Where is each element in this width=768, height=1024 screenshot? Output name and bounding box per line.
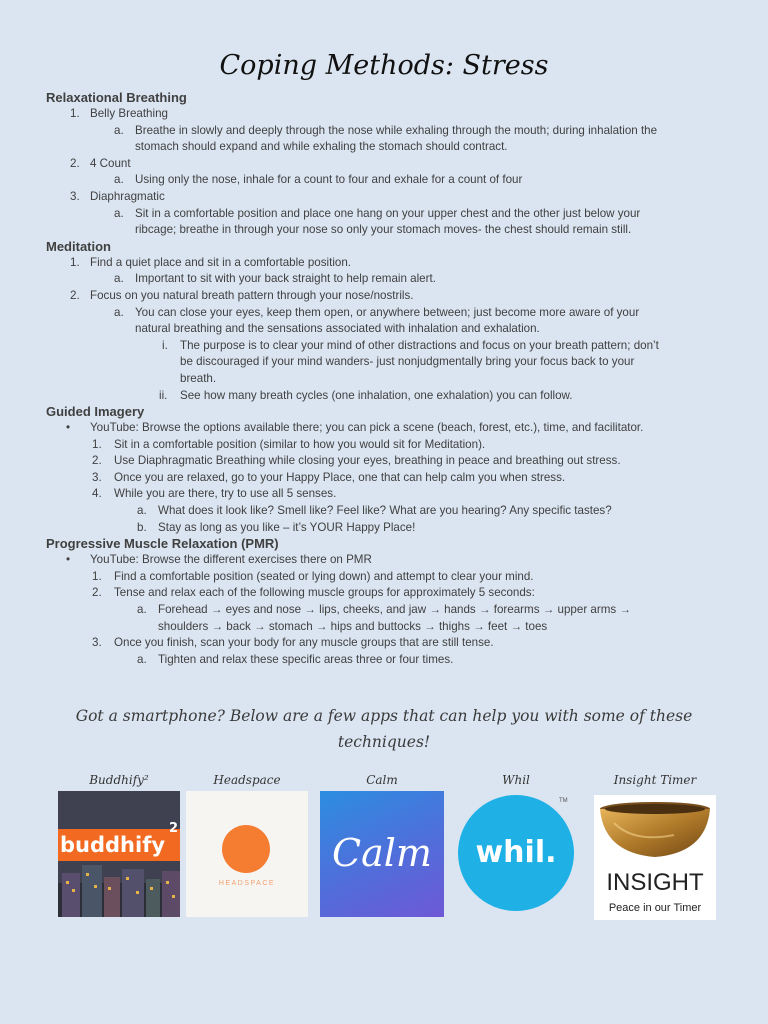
list-marker: a. (137, 603, 147, 617)
list-text: natural breathing and the sensations associated with inhalation and exhalation. (135, 322, 540, 336)
list-text: breath. (180, 371, 217, 385)
headspace-logo (186, 791, 308, 917)
list-item (46, 486, 736, 503)
whil-logo (456, 791, 576, 917)
whil-tm: TM (559, 798, 568, 804)
buddhify-logo-text: buddhify (60, 833, 166, 857)
list-text: YouTube: Browse the different exercises there on PMR (90, 553, 372, 567)
list-marker: 1. (92, 437, 102, 451)
list-item (46, 123, 736, 156)
section-heading-guided-imagery: Guided Imagery (46, 404, 145, 420)
apps-intro-line: techniques! (337, 733, 431, 751)
list-marker: a. (114, 206, 124, 220)
list-marker: i. (162, 338, 168, 352)
list-text: Stay as long as you like – it’s YOUR Happy Place! (158, 520, 416, 534)
insight-logo-subtext: Peace in our Timer (608, 902, 702, 914)
list-text: be discouraged if your mind wanders- just nonjudgmentally bring your focus back to your (180, 355, 635, 369)
buddhify-logo-sup: 2 (169, 821, 179, 836)
list-item (46, 255, 736, 272)
app-name: Headspace (213, 773, 281, 787)
list-item (46, 437, 736, 454)
insight-logo-text: INSIGHT (606, 869, 704, 896)
list-marker: b. (137, 520, 147, 534)
document-body (46, 90, 736, 668)
list-marker: a. (114, 173, 124, 187)
list-text: 4 Count (90, 156, 131, 170)
list-text: While you are there, try to use all 5 senses. (114, 487, 337, 501)
buddhify-logo (58, 791, 180, 917)
headspace-logo-text: HEADSPACE (218, 880, 276, 887)
calm-logo-text: Calm (332, 831, 432, 875)
list-text: What does it look like? Smell like? Feel like? What are you hearing? Any specific tastes? (158, 504, 612, 518)
list-text: See how many breath cycles (one inhalation, one exhalation) you can follow. (180, 388, 573, 402)
list-marker: 1. (70, 107, 80, 120)
apps-intro-line: Got a smartphone? Below are a few apps that can help you with some of these (75, 707, 693, 725)
list-marker: 3. (70, 189, 80, 203)
calm-logo (320, 791, 444, 917)
list-marker: a. (114, 123, 124, 137)
list-text: Find a quiet place and sit in a comfortable position. (90, 255, 352, 269)
list-item (46, 420, 736, 437)
list-text: Once you are relaxed, go to your Happy Place, one that can help calm you when stress. (114, 470, 566, 484)
list-item (46, 288, 736, 305)
list-marker: 2. (70, 156, 80, 170)
list-marker: a. (114, 272, 124, 286)
app-insight-timer (594, 770, 716, 790)
list-text: Using only the nose, inhale for a count to four and exhale for a count of four (135, 173, 523, 187)
app-name: Calm (366, 773, 398, 787)
app-headspace (186, 770, 308, 790)
list-marker: 1. (92, 569, 102, 583)
list-text: Once you finish, scan your body for any muscle groups that are still tense. (114, 636, 494, 650)
list-marker: ii. (159, 388, 168, 402)
app-buddhify (58, 770, 180, 790)
list-marker: 2. (70, 288, 80, 302)
list-marker: 3. (92, 636, 102, 650)
list-text: Sit in a comfortable position (similar to how you would sit for Meditation). (114, 437, 486, 451)
list-item (46, 520, 736, 537)
list-marker: a. (114, 305, 124, 319)
app-name: Insight Timer (613, 773, 697, 787)
list-item (46, 503, 736, 520)
list-text: ribcage; breathe in through your nose so only your stomach moves- the chest should remain still. (135, 223, 632, 237)
singing-bowl-logo (594, 795, 716, 920)
list-text: Use Diaphragmatic Breathing while closing your eyes, breathing in peace and breathing out stress. (114, 454, 621, 468)
list-text: Tighten and relax these specific areas three or four times. (158, 652, 454, 666)
list-item (46, 470, 736, 487)
list-item (46, 388, 736, 405)
bullet-icon: • (66, 553, 71, 567)
app-name: Buddhify² (89, 773, 149, 787)
list-item (46, 585, 736, 602)
list-marker: 3. (92, 470, 102, 484)
list-text: Sit in a comfortable position and place one hang on your upper chest and the other just below your (135, 206, 641, 220)
list-item (46, 172, 736, 189)
list-text: Forehead → eyes and nose → lips, cheeks, and jaw → hands → forearms → upper arms → (158, 603, 631, 617)
list-marker: a. (137, 504, 147, 518)
list-text: stomach should expand and while exhaling the stomach should contract. (135, 140, 508, 154)
list-item (46, 652, 736, 669)
list-item (46, 602, 736, 635)
list-item (46, 305, 736, 338)
list-marker: 2. (92, 454, 102, 468)
list-text: The purpose is to clear your mind of other distractions and focus on your breath pattern; don’t (180, 338, 659, 352)
list-text: Belly Breathing (90, 107, 168, 120)
list-text: Breathe in slowly and deeply through the nose while exhaling through the mouth; during inhalation the (135, 123, 658, 137)
list-marker: 1. (70, 255, 80, 269)
whil-logo-text: whil. (475, 835, 557, 870)
list-marker: a. (137, 652, 147, 666)
list-text: Tense and relax each of the following muscle groups for approximately 5 seconds: (114, 586, 535, 600)
bullet-icon: • (66, 421, 71, 435)
list-item (46, 453, 736, 470)
app-calm (320, 770, 444, 790)
list-text: Diaphragmatic (90, 189, 165, 203)
section-heading-pmr: Progressive Muscle Relaxation (PMR) (46, 536, 279, 552)
list-text: Important to sit with your back straight to help remain alert. (135, 272, 436, 286)
list-item (46, 206, 736, 239)
list-item (46, 189, 736, 206)
list-item (46, 156, 736, 173)
headspace-dot-icon (222, 825, 270, 873)
page-title: Coping Methods: Stress (219, 50, 549, 81)
list-text: You can close your eyes, keep them open, or anywhere between; just become more aware of your (135, 305, 640, 319)
list-item (46, 552, 736, 569)
list-item (46, 338, 736, 388)
list-text: YouTube: Browse the options available there; you can pick a scene (beach, forest, etc.), time, and facilitator. (90, 421, 644, 435)
list-text: Focus on you natural breath pattern through your nose/nostrils. (90, 288, 414, 302)
app-whil (456, 770, 576, 790)
list-item (46, 569, 736, 586)
list-marker: 4. (92, 487, 102, 501)
list-marker: 2. (92, 586, 102, 600)
list-item (46, 271, 736, 288)
list-item (46, 635, 736, 652)
list-text: shoulders → back → stomach → hips and buttocks → thighs → feet → toes (158, 619, 548, 633)
section-heading-meditation: Meditation (46, 238, 111, 254)
list-text: Find a comfortable position (seated or lying down) and attempt to clear your mind. (114, 569, 534, 583)
list-item (46, 106, 736, 123)
apps-intro (40, 703, 728, 755)
section-heading-relaxational-breathing: Relaxational Breathing (46, 90, 187, 105)
app-name: Whil (502, 773, 530, 787)
